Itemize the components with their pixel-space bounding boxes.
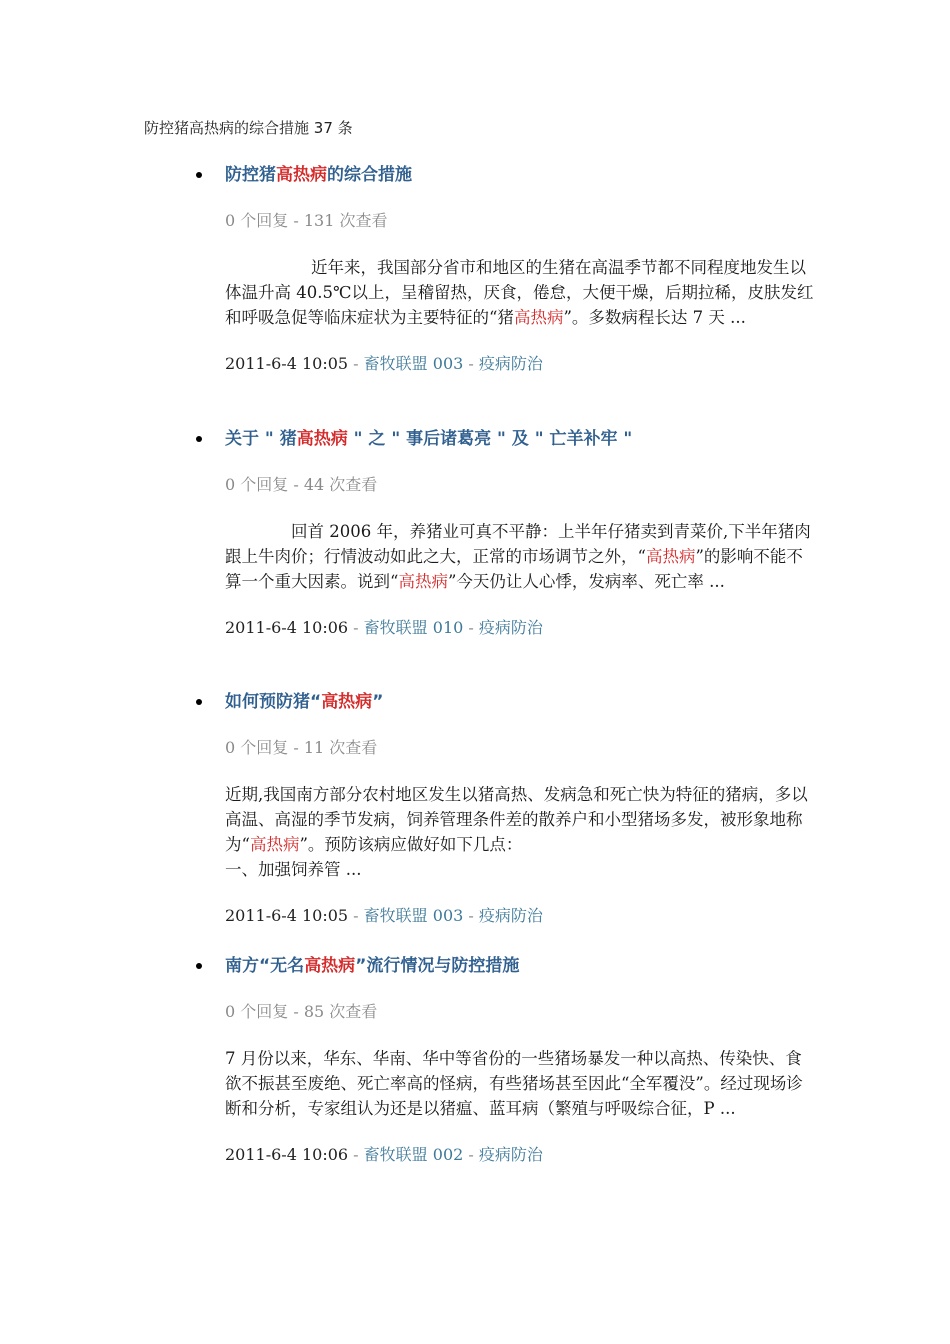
post-date: 2011-6-4 10:06	[225, 1145, 349, 1164]
reply-view-stats: 0 个回复 - 44 次查看	[225, 475, 378, 494]
author-link[interactable]: 畜牧联盟 010	[363, 618, 464, 637]
entry-excerpt: 近年来，我国部分省市和地区的生猪在高温季节都不同程度地发生以体温升高 40.5℃以上，呈稽留热，厌食，倦怠，大便干燥，后期拉稀，皮肤发红和呼吸急促等临床症状为主要特征的“猪高热病”。多数病程长达 7 天 ...	[225, 258, 814, 327]
entry-excerpt: 近期,我国南方部分农村地区发生以猪高热、发病急和死亡快为特征的猪病，多以高温、高湿的季节发病，饲养管理条件差的散养户和小型猪场多发，被形象地称为“高热病”。预防该病应做好如下几点： 一、加强饲养管 ...	[225, 785, 808, 879]
list-item	[225, 690, 815, 928]
list-item	[225, 954, 815, 1167]
reply-view-stats: 0 个回复 - 131 次查看	[225, 211, 388, 230]
author-link[interactable]: 畜牧联盟 003	[363, 354, 464, 373]
entry-title-link[interactable]: 南方“无名高热病”流行情况与防控措施	[225, 956, 520, 976]
reply-view-stats: 0 个回复 - 85 次查看	[225, 1002, 378, 1021]
document-title: 防控猪高热病的综合措施 37 条	[144, 119, 353, 137]
post-date: 2011-6-4 10:05	[225, 354, 349, 373]
bullet-icon	[196, 963, 202, 969]
entry-meta: 2011-6-4 10:06 - 畜牧联盟 010 - 疫病防治	[225, 618, 543, 637]
post-date: 2011-6-4 10:06	[225, 618, 349, 637]
entry-excerpt: 回首 2006 年，养猪业可真不平静：上半年仔猪卖到青菜价,下半年猪肉跟上牛肉价；行情波动如此之大，正常的市场调节之外，“高热病”的影响不能不算一个重大因素。说到“高热病”今天仍让人心悸，发病率、死亡率 ...	[225, 522, 811, 591]
post-date: 2011-6-4 10:05	[225, 906, 349, 925]
category-link[interactable]: 疫病防治	[478, 906, 543, 925]
category-link[interactable]: 疫病防治	[478, 354, 543, 373]
reply-view-stats: 0 个回复 - 11 次查看	[225, 738, 378, 757]
bullet-icon	[196, 436, 202, 442]
entry-meta: 2011-6-4 10:06 - 畜牧联盟 002 - 疫病防治	[225, 1145, 543, 1164]
entry-title-link[interactable]: 关于 " 猪高热病 " 之 " 事后诸葛亮 " 及 " 亡羊补牢 "	[225, 429, 633, 449]
bullet-icon	[196, 172, 202, 178]
author-link[interactable]: 畜牧联盟 002	[363, 1145, 464, 1164]
entry-title-link[interactable]: 防控猪高热病的综合措施	[225, 165, 412, 185]
list-item	[225, 163, 815, 376]
entry-meta: 2011-6-4 10:05 - 畜牧联盟 003 - 疫病防治	[225, 354, 543, 373]
entry-title-link[interactable]: 如何预防猪“高热病”	[225, 692, 384, 712]
author-link[interactable]: 畜牧联盟 003	[363, 906, 464, 925]
entry-excerpt: 7 月份以来，华东、华南、华中等省份的一些猪场暴发一种以高热、传染快、食欲不振甚至废绝、死亡率高的怪病，有些猪场甚至因此“全军覆没”。经过现场诊断和分析，专家组认为还是以猪瘟、蓝耳病（繁殖与呼吸综合征，P ...	[225, 1049, 803, 1118]
list-item	[225, 427, 815, 640]
category-link[interactable]: 疫病防治	[478, 1145, 543, 1164]
category-link[interactable]: 疫病防治	[478, 618, 543, 637]
entry-meta: 2011-6-4 10:05 - 畜牧联盟 003 - 疫病防治	[225, 906, 543, 925]
bullet-icon	[196, 699, 202, 705]
